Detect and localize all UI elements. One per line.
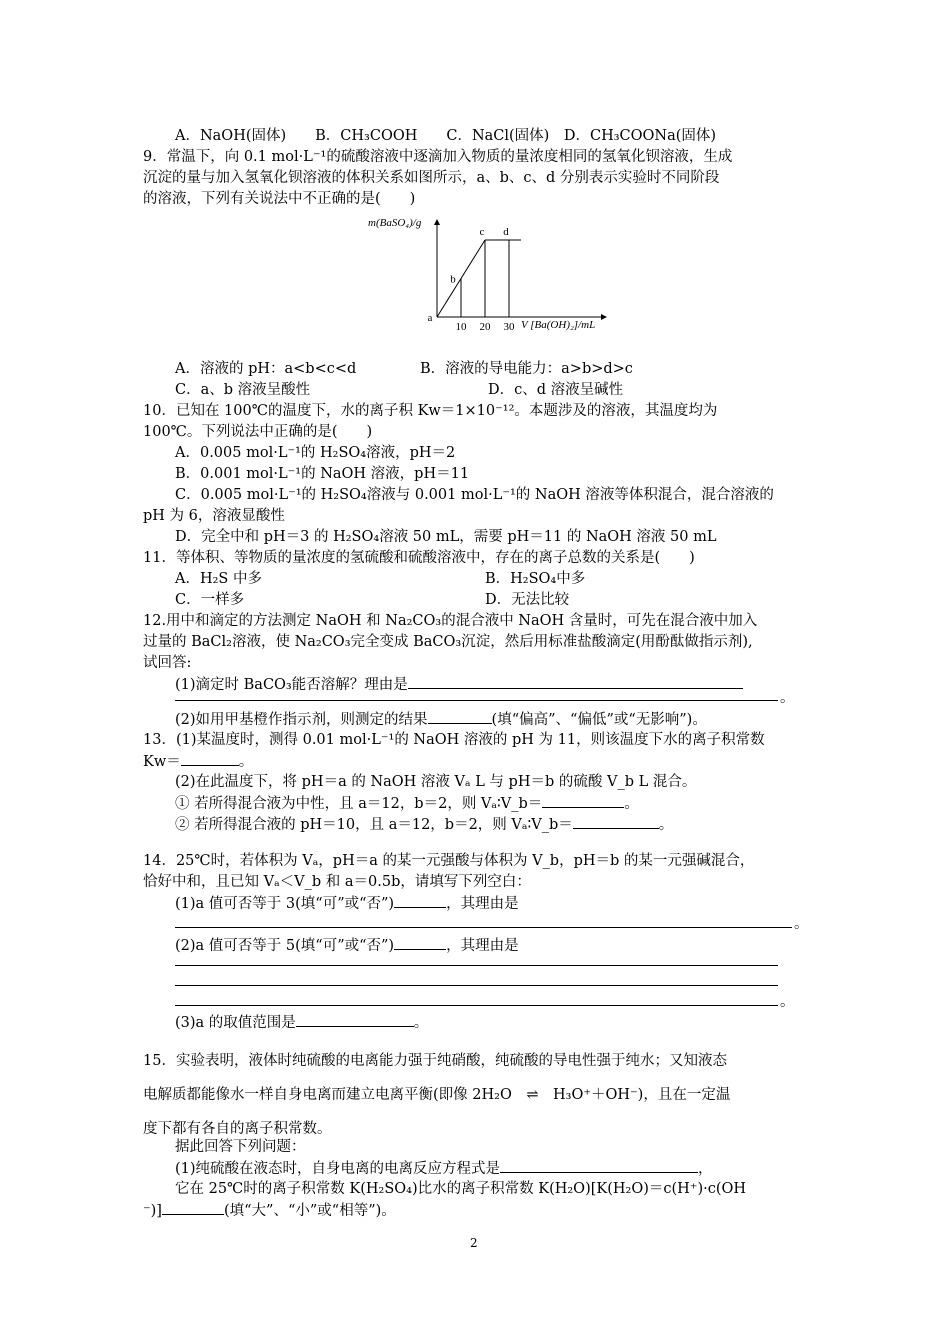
q9-option-d: D．c、d 溶液呈碱性	[488, 382, 624, 398]
q12-stem-line1: 12.用中和滴定的方法测定 NaOH 和 Na₂CO₃的混合液中 NaOH 含量时，可先在混合液中加入	[143, 613, 758, 629]
q15-part1	[175, 1158, 713, 1179]
page-number: 2	[470, 1236, 478, 1250]
q12-part2	[175, 709, 707, 730]
q12-period: 。	[780, 690, 795, 706]
q14-part2-text: (2)a 值可否等于 5(填“可”或“否”)	[175, 938, 395, 954]
q11-option-a: A．H₂S 中多	[175, 571, 262, 587]
q12-part2-text: (2)如用甲基橙作指示剂，则测定的结果	[175, 712, 428, 728]
q11-option-d: D．无法比较	[485, 592, 570, 608]
q10-stem-line1: 10．已知在 100℃的温度下，水的离子积 Kw＝1×10⁻¹²。本题涉及的溶液，其温度均为	[143, 403, 718, 419]
q10-option-d: D．完全中和 pH＝3 的 H₂SO₄溶液 50 mL，需要 pH＝11 的 NaOH 溶液 50 mL	[175, 529, 717, 545]
q15-line1: 15．实验表明，液体时纯硫酸的电离能力强于纯硝酸，纯硫酸的导电性强于纯水；又知液态	[143, 1053, 727, 1069]
q14-part2-period: 。	[780, 994, 795, 1010]
q14-part2-answer-line3[interactable]	[175, 1005, 778, 1006]
q14-line2: 恰好中和，且已知 Vₐ＜V_b 和 a＝0.5b，请填写下列空白：	[143, 874, 531, 890]
q13-sub2-text: ② 若所得混合液的 pH＝10，且 a＝12，b＝2，则 Vₐ∶V_b＝	[175, 817, 573, 833]
x-tick-20: 20	[479, 321, 491, 333]
q9-stem-line3: 的溶液，下列有关说法中不正确的是( )	[143, 191, 416, 207]
q9-stem-line1: 9．常温下，向 0.1 mol·L⁻¹的硫酸溶液中逐滴加入物质的量浓度相同的氢氧化钡溶液，生成	[143, 149, 733, 165]
q12-part1	[175, 674, 743, 695]
q13-sub2-period: 。	[658, 817, 674, 833]
q13-kw-label: Kw＝	[143, 754, 181, 770]
point-label-d: d	[503, 226, 509, 238]
q13-sub2	[175, 814, 673, 835]
q13-sub1-text: ① 若所得混合液为中性，且 a＝12，b＝2，则 Vₐ∶V_b＝	[175, 796, 543, 812]
x-tick-10: 10	[455, 321, 467, 333]
q13-sub1	[175, 793, 639, 814]
q15-part1-text: (1)纯硫酸在液态时，自身电离的电离反应方程式是	[175, 1161, 501, 1177]
q8-options: A．NaOH(固体) B．CH₃COOH C．NaCl(固体) D．CH₃COONa(固体)	[175, 128, 717, 144]
q15-part1-blank[interactable]	[500, 1158, 698, 1173]
q13-part2: (2)在此温度下，将 pH＝a 的 NaOH 溶液 Vₐ L 与 pH＝b 的硫酸 V_b L 混合。	[175, 774, 697, 790]
q14-part3-text: (3)a 的取值范围是	[175, 1015, 296, 1031]
q9-stem-line2: 沉淀的量与加入氢氧化钡溶液的体积关系如图所示，a、b、c、d 分别表示实验时不同阶段	[143, 170, 720, 186]
q14-part1-answer-line[interactable]	[175, 927, 792, 928]
q12-part1-text: (1)滴定时 BaCO₃能否溶解？理由是	[175, 677, 408, 693]
q15-part2-cont	[143, 1200, 396, 1221]
q14-part2	[175, 935, 519, 956]
q9-option-b: B．溶液的导电能力：a>b>d>c	[420, 361, 633, 377]
q13-line2	[143, 751, 253, 772]
q13-sub1-blank[interactable]	[542, 793, 624, 808]
q9-chart	[368, 210, 618, 334]
q14-part1-period: 。	[794, 916, 809, 932]
q15-line3: 度下都有各自的离子积常数。	[143, 1121, 332, 1137]
q10-option-b: B．0.001 mol·L⁻¹的 NaOH 溶液，pH＝11	[175, 466, 470, 482]
q15-line2: 电解质都能像水一样自身电离而建立电离平衡(即像 2H₂O ⇌ H₃O⁺＋OH⁻)，且在一定温	[143, 1087, 731, 1103]
q15-line4: 据此回答下列问题：	[175, 1139, 306, 1155]
q12-stem-line3: 试回答:	[143, 655, 192, 671]
q14-part3-period: 。	[413, 1015, 429, 1031]
q14-part2-blank[interactable]	[394, 935, 446, 950]
q12-part2-blank[interactable]	[428, 709, 492, 724]
q13-sub2-blank[interactable]	[573, 814, 659, 829]
q11-stem: 11．等体积、等物质的量浓度的氢硫酸和硫酸溶液中，存在的离子总数的关系是( )	[143, 550, 695, 566]
q12-part1-blank[interactable]	[408, 674, 743, 689]
x-tick-30: 30	[503, 321, 515, 333]
q15-part1-comma: ，	[698, 1161, 713, 1177]
q14-part1-blank[interactable]	[394, 893, 446, 908]
q13-kw-blank[interactable]	[181, 751, 239, 766]
q10-stem-line2: 100℃。下列说法中正确的是( )	[143, 424, 373, 440]
q14-part3-blank[interactable]	[296, 1012, 414, 1027]
q13-sub1-period: 。	[624, 796, 639, 812]
q11-option-c: C．一样多	[175, 592, 245, 608]
q12-stem-line2: 过量的 BaCl₂溶液，使 Na₂CO₃完全变成 BaCO₃沉淀，然后用标准盐酸滴定(用酚酞做指示剂),	[143, 634, 753, 650]
point-label-a: a	[427, 312, 433, 324]
q10-option-c-line1: C．0.005 mol·L⁻¹的 H₂SO₄溶液与 0.001 mol·L⁻¹的 NaOH 溶液等体积混合，混合溶液的	[175, 487, 774, 503]
q12-part2-tail: (填“偏高”、“偏低”或“无影响”)。	[491, 712, 707, 728]
q11-option-b: B．H₂SO₄中多	[485, 571, 586, 587]
q15-part2-blank[interactable]	[162, 1200, 224, 1215]
x-axis-label: V [Ba(OH)₂]/mL	[521, 319, 596, 331]
q15-part2: 它在 25℃时的离子积常数 K(H₂SO₄)比水的离子积常数 K(H₂O)[K(H₂O)＝c(H⁺)·c(OH	[175, 1181, 747, 1197]
point-label-b: b	[450, 273, 456, 286]
q13-line1: 13．(1)某温度时，测得 0.01 mol·L⁻¹的 NaOH 溶液的 pH 为 11，则该温度下水的离子积常数	[143, 732, 765, 748]
q9-option-a: A．溶液的 pH：a<b<c<d	[175, 361, 357, 377]
point-label-c: c	[479, 226, 485, 238]
q10-option-a: A．0.005 mol·L⁻¹的 H₂SO₄溶液，pH＝2	[175, 445, 456, 461]
q13-kw-period: 。	[238, 754, 254, 770]
q10-option-c-line2: pH 为 6，溶液显酸性	[143, 508, 285, 524]
q14-part1-text: (1)a 值可否等于 3(填“可”或“否”)	[175, 896, 395, 912]
q14-part3	[175, 1012, 428, 1033]
q15-part2-tail: (填“大”、“小”或“相等”)。	[223, 1203, 396, 1219]
q15-part2-cont-text: ⁻)]	[143, 1203, 162, 1219]
y-axis-label: m(BaSO₄)/g	[368, 217, 422, 229]
q9-option-c: C．a、b 溶液呈酸性	[175, 382, 311, 398]
q12-answer-line[interactable]	[175, 700, 778, 701]
q14-part2-answer-line1[interactable]	[175, 965, 778, 966]
q14-part2-tail: ，其理由是	[446, 938, 519, 954]
q14-part2-answer-line2[interactable]	[175, 985, 778, 986]
q14-line1: 14．25℃时，若体积为 Vₐ，pH＝a 的某一元强酸与体积为 V_b，pH＝b 的某一元强碱混合，	[143, 853, 755, 869]
q14-part1-tail: ，其理由是	[446, 896, 519, 912]
q14-part1	[175, 893, 519, 914]
